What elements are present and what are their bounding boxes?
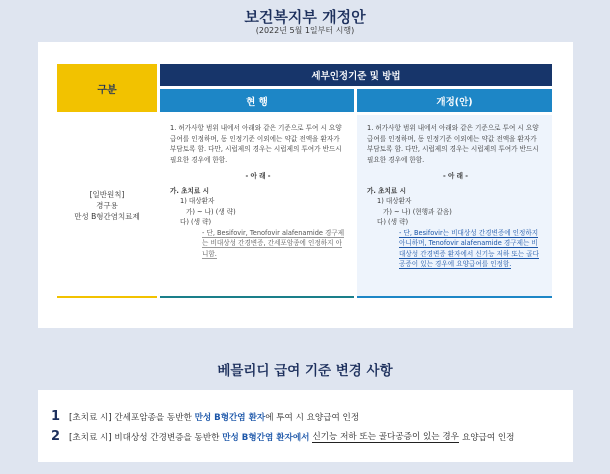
current-note	[170, 228, 346, 260]
revised-l2: 가) ~ 나) (현행과 같음)	[383, 207, 452, 216]
revised-note	[367, 228, 544, 270]
change-bold: 만성 B형간염 환자에서	[222, 432, 310, 443]
section-title: 베믈리디 급여 기준 변경 사항	[217, 363, 393, 379]
current-header: 현 행	[160, 89, 354, 112]
gubun-header: 구분	[57, 64, 157, 112]
current-arae: - 아 래 -	[245, 172, 271, 180]
revised-header: 개정(안)	[357, 89, 552, 112]
change-number: 1	[51, 409, 61, 424]
change-item	[51, 429, 514, 444]
current-column	[160, 115, 354, 298]
change-pre: [초치료 시] 비대상성 간경변증을 동반한	[69, 432, 220, 443]
change-post: 요양급여 인정	[461, 432, 515, 443]
current-ga: 가. 초치료 시	[170, 186, 209, 195]
change-item	[51, 409, 359, 424]
current-l3: 다) (생 략)	[180, 218, 212, 226]
page-title: 보건복지부 개정안	[244, 8, 366, 26]
gubun-line: 만성 B형간염치료제	[74, 212, 140, 221]
changes-panel	[38, 390, 573, 462]
revised-paragraph: 1. 허가사항 범위 내에서 아래와 같은 기준으로 투여 시 요양급여를 인정하며, 동 인정기준 이외에는 약값 전액을 환자가 부담토록 함. 다만, 시럽제의 경우는 시럽제의 투여가 반드시 필요한 경우에 한함.	[367, 124, 539, 164]
gubun-line: [일반원칙]	[89, 190, 125, 199]
gubun-line: 경구용	[96, 201, 118, 210]
revised-column	[357, 115, 552, 298]
current-note-text: - 단, Besifovir, Tenofovir alafenamide 경구제는 비대상성 간경변증, 간세포암종에 인정하지 아니함.	[202, 228, 345, 258]
change-bold: 만성 B형간염 환자	[194, 412, 266, 423]
change-post: 에 투여 시 요양급여 인정	[265, 412, 360, 423]
current-paragraph: 1. 허가사항 범위 내에서 아래와 같은 기준으로 투여 시 요양급여를 인정하며, 동 인정기준 이외에는 약값 전액을 환자가 부담토록 함. 다만, 시럽제의 경우는 시럽제의 투여가 반드시 필요한 경우에 한함.	[170, 124, 342, 164]
revised-note-text: - 단, Besifovir는 비대상성 간경변증에 인정하지 아니하며, Tenofovir alafenamide 경구제는 비대상성 간경변증 환자에서 신기능 저하 또는 골다공증이 있는 경우에 요양급여를 인정함.	[399, 228, 539, 268]
current-l2: 가) ~ 나) (생 략)	[186, 207, 236, 216]
page-subtitle: (2022년 5월 1일부터 시행)	[255, 26, 355, 35]
change-number: 2	[51, 429, 61, 444]
criteria-header: 세부인정기준 및 방법	[160, 64, 552, 86]
revised-l1: 1) 대상환자	[377, 197, 412, 205]
gubun-cell	[57, 115, 157, 298]
revised-ga: 가. 초치료 시	[367, 186, 406, 195]
change-underline: 신기능 저하 또는 골다공증이 있는 경우	[312, 432, 459, 442]
change-pre: [초치료 시] 간세포암종을 동반한	[69, 412, 192, 423]
current-l1: 1) 대상환자	[180, 197, 215, 205]
revised-arae: - 아 래 -	[442, 172, 469, 180]
revised-l3: 다) (생 략)	[377, 218, 409, 226]
